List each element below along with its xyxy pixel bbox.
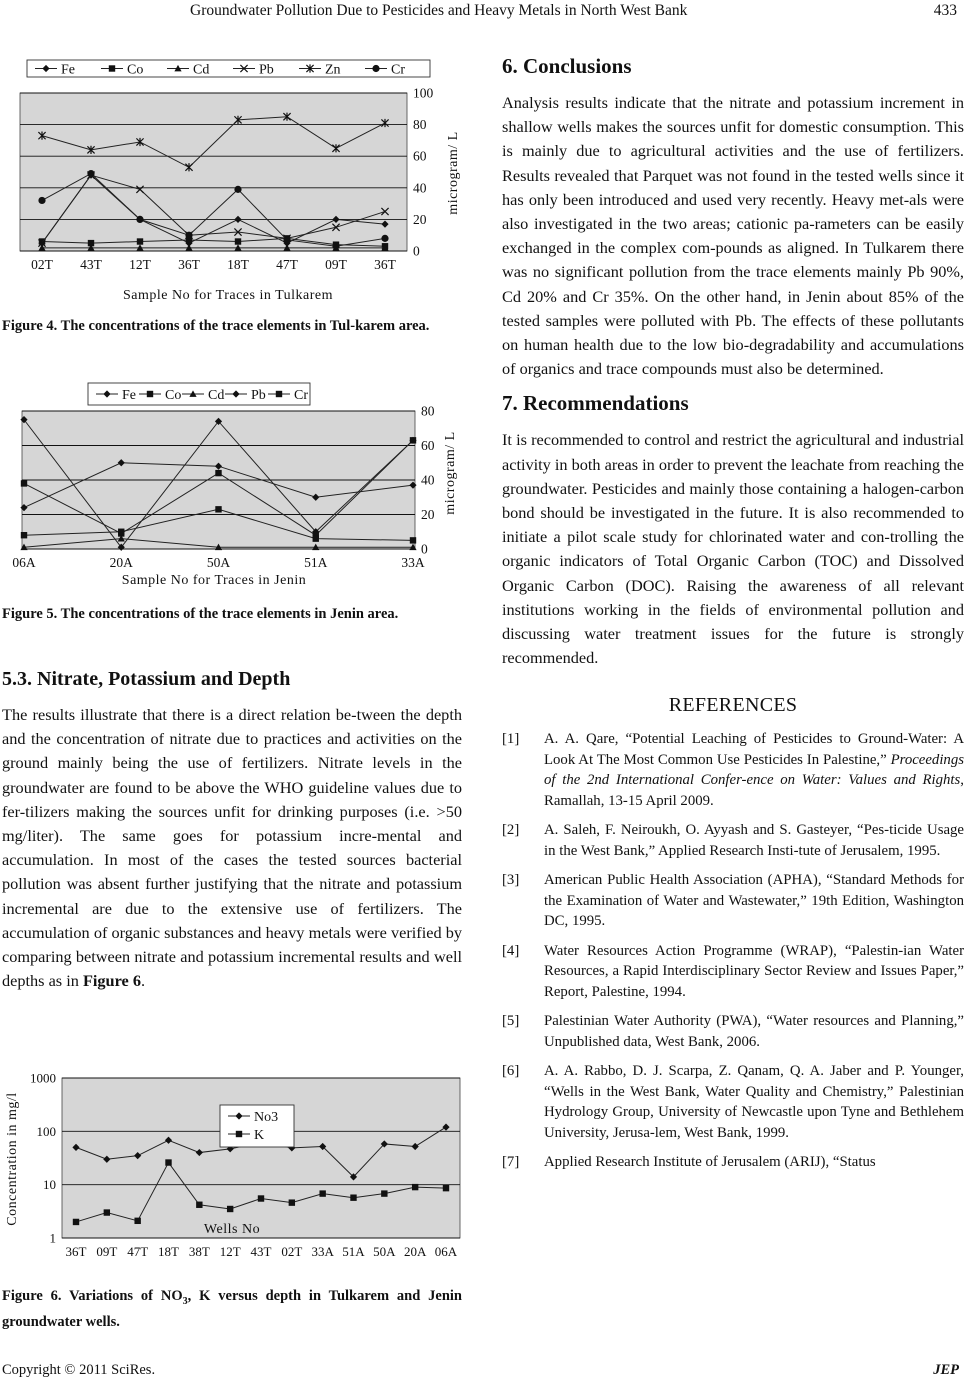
data-point-k — [319, 1190, 325, 1196]
conclusions-heading: 6. Conclusions — [502, 54, 632, 78]
legend-label-cd: Cd — [208, 388, 225, 403]
reference-number: [3] — [502, 872, 520, 889]
reference-item — [502, 1061, 964, 1143]
reference-number: [7] — [502, 1154, 520, 1171]
reference-number: [2] — [502, 822, 520, 839]
data-point-co — [410, 437, 416, 443]
data-point-k — [227, 1206, 233, 1212]
legend-label-co: Co — [127, 62, 144, 78]
data-point-cr — [410, 537, 416, 543]
reference-text: A. A. Rabbo, D. J. Scarpa, Z. Qanam, Q. A. Jaber and P. Younger, “Wells in the West Bank, Water Quality and Chemistry,” Palestinian Hydrology Group, University of Newcastle upon Tyne and Bethlehem University, Jerusa-lem, West Bank, 1999. — [544, 1063, 964, 1141]
reference-item — [502, 820, 964, 861]
x-axis-label: Wells No — [203, 1222, 261, 1237]
legend-label-no3: No3 — [254, 1110, 279, 1125]
legend-label-co: Co — [165, 388, 182, 403]
x-tick-label: 51A — [342, 1244, 365, 1259]
x-tick-label: 12T — [129, 257, 151, 272]
section-5-3 — [2, 668, 462, 993]
data-point-cr — [234, 186, 241, 193]
data-point-k — [258, 1195, 264, 1201]
legend-marker-cr — [276, 391, 282, 397]
x-tick-label: 20A — [109, 555, 133, 570]
x-tick-label: 43T — [80, 257, 102, 272]
data-point-k — [350, 1194, 356, 1200]
reference-text: American Public Health Association (APHA), “Standard Methods for the Examination of Water and Wastewater,” 19th Edition, Washington DC, 1995. — [544, 872, 964, 930]
reference-item — [502, 1152, 964, 1173]
data-point-co — [21, 480, 27, 486]
y-axis-label: microgram/ L — [443, 431, 458, 515]
y-tick-label: 10 — [43, 1177, 56, 1193]
right-column — [502, 54, 964, 1182]
x-tick-label: 33A — [401, 555, 425, 570]
legend-label-zn: Zn — [325, 62, 341, 78]
reference-text: Palestinian Water Authority (PWA), “Water resources and Planning,” Unpublished data, West Bank, 2006. — [544, 1013, 964, 1050]
data-point-cr — [313, 535, 319, 541]
x-tick-label: 02T — [281, 1244, 303, 1259]
legend-label-cr: Cr — [294, 388, 308, 403]
legend-label-k: K — [254, 1128, 265, 1143]
x-tick-label: 51A — [304, 555, 328, 570]
data-point-cr — [21, 532, 27, 538]
x-tick-label: 50A — [206, 555, 231, 570]
data-point-cr — [38, 197, 45, 204]
data-point-cr — [332, 243, 339, 250]
x-axis-label: Sample No for Traces in Jenin — [121, 573, 307, 588]
x-tick-label: 20A — [403, 1244, 427, 1259]
x-tick-label: 18T — [158, 1244, 179, 1259]
y-tick-label: 60 — [413, 148, 427, 164]
reference-text: Water Resources Action Programme (WRAP), “Palestin-ian Water Resources, a Rapid Interdisciplinary Sector Review and Issues Paper,” Report, Palestine, 1994. — [544, 942, 964, 1000]
data-point-co — [137, 238, 143, 244]
data-point-cr — [283, 236, 290, 243]
y-tick-label: 40 — [413, 180, 427, 196]
reference-item — [502, 729, 964, 811]
y-tick-label: 100 — [36, 1123, 56, 1139]
y-tick-label: 60 — [421, 438, 435, 453]
reference-number: [4] — [502, 942, 520, 959]
data-point-cr — [118, 529, 124, 535]
x-tick-label: 02T — [31, 257, 53, 272]
reference-text: Applied Research Institute of Jerusalem (ARIJ), “Status — [544, 1154, 876, 1171]
y-tick-label: 20 — [413, 211, 427, 227]
caption-part-a: Figure 6. Variations of NO — [2, 1288, 183, 1304]
figure-reference: Figure 6 — [82, 971, 141, 991]
x-tick-label: 38T — [188, 1244, 210, 1259]
y-axis-label: microgram/ L — [446, 131, 461, 215]
figure-6-chart — [2, 1062, 462, 1272]
y-tick-label: 20 — [421, 507, 435, 522]
legend-label-cr: Cr — [391, 62, 405, 78]
x-tick-label: 50A — [373, 1244, 396, 1259]
x-tick-label: 12T — [219, 1244, 241, 1259]
x-tick-label: 06A — [434, 1244, 458, 1259]
x-tick-label: 09T — [325, 257, 347, 272]
data-point-k — [73, 1219, 79, 1225]
reference-item — [502, 870, 964, 932]
paragraph-end: . — [141, 971, 146, 991]
running-header — [0, 0, 967, 30]
data-point-k — [443, 1185, 449, 1191]
y-tick-label: 100 — [413, 85, 434, 101]
recommendations-text: It is recommended to control and restrict the agricultural and industrial activity in both areas in order to prevent the leachate from reaching the groundwater. Pesticides and mainly those containing a halogen-carbon bond should be investigated in the future. It is also recommended to initiate a pilot scale study for chlorinated water and con-trolling the organic indicators of Total Organic Carbon (TOC) and Dissolved Organic Carbon (DOC). Raising the awareness of all relevant institutions working in the fields of environmental pollution and discussing water treatment issues for the future is strongly recommended. — [502, 430, 965, 668]
x-tick-label: 09T — [96, 1244, 118, 1259]
x-tick-label: 06A — [12, 555, 36, 570]
data-point-k — [134, 1218, 140, 1224]
x-tick-label: 43T — [250, 1244, 272, 1259]
figure-4-caption: Figure 4. The concentrations of the trace elements in Tul-karem area. — [2, 318, 430, 334]
figure-4-chart — [2, 55, 462, 305]
legend-label-pb: Pb — [251, 388, 266, 403]
reference-item — [502, 1011, 964, 1052]
references-heading: REFERENCES — [668, 694, 798, 717]
legend-marker-cr — [372, 65, 379, 72]
x-tick-label: 47T — [276, 257, 298, 272]
figure-5-caption: Figure 5. The concentrations of the trace elements in Jenin area. — [2, 606, 399, 622]
data-point-cr — [136, 216, 143, 223]
reference-italic: Proceedings of the 2nd International Confer-ence on Water: Values and Rights — [544, 751, 964, 789]
y-tick-label: 80 — [421, 403, 435, 419]
section-heading: 5.3. Nitrate, Potassium and Depth — [2, 668, 291, 690]
figure-6-caption — [2, 1286, 462, 1332]
data-point-k — [104, 1209, 110, 1215]
running-title: Groundwater Pollution Due to Pesticides and Heavy Metals in North West Bank — [190, 2, 688, 19]
page-number: 433 — [933, 2, 957, 19]
reference-number: [1] — [502, 731, 520, 748]
data-point-cr — [87, 170, 94, 177]
y-axis-label: Concentration in mg/l — [5, 1092, 20, 1226]
paragraph-text: The results illustrate that there is a direct relation be-tween the depth and the concentration of nitrate due to practices and activities on the ground mainly being the use of fertilizers. Nitrate levels in the groundwater are found to be above the WHO guideline values due to fer-tilizers making the sources unfit for drinking purposes (i.e. >50 mg/liter). The same goes for potassium incre-mental and accumulation. In most of the cases the tested sources bacterial pollution was absent further justifying that the nitrate and potassium incremental are due to the extensive use of fertilizers. The accumulation of organic substances and heavy metals were verified by comparing between nitrate and potassium incremental results and well depths as in — [2, 705, 462, 991]
reference-text-end: , Ramallah, 13-15 April 2009. — [544, 772, 964, 809]
legend-marker-co — [147, 391, 153, 397]
legend-label-fe: Fe — [122, 388, 136, 403]
recommendations-heading: 7. Recommendations — [502, 391, 689, 416]
legend-label-cd: Cd — [193, 62, 210, 78]
y-tick-label: 0 — [421, 541, 428, 557]
data-point-k — [165, 1159, 171, 1165]
y-tick-label: 0 — [413, 243, 420, 259]
plot-area — [20, 93, 407, 251]
legend-label-fe: Fe — [61, 62, 75, 78]
x-tick-label: 36T — [374, 257, 396, 272]
x-tick-label: 33A — [311, 1244, 334, 1259]
data-point-k — [289, 1199, 295, 1205]
reference-item — [502, 941, 964, 1003]
data-point-k — [412, 1184, 418, 1190]
figure-5-chart — [2, 378, 462, 588]
data-point-co — [215, 470, 221, 476]
legend-label-pb: Pb — [259, 62, 274, 78]
y-tick-label: 80 — [413, 117, 427, 133]
section-paragraph — [2, 703, 462, 993]
x-tick-label: 36T — [178, 257, 200, 272]
legend-marker-k — [236, 1131, 242, 1137]
journal-abbrev: JEP — [933, 1362, 959, 1378]
x-axis-label: Sample No for Traces in Tulkarem — [122, 288, 334, 303]
legend-marker-co — [109, 65, 115, 71]
data-point-k — [196, 1202, 202, 1208]
reference-text: A. A. Qare, “Potential Leaching of Pesticides to Ground-Water: A Look At The Most Common Use Pesticides In Palestine,” — [544, 731, 964, 768]
y-tick-label: 40 — [421, 472, 435, 488]
data-point-cr — [185, 232, 192, 239]
y-tick-label: 1 — [49, 1230, 56, 1246]
copyright: Copyright © 2011 SciRes. — [2, 1362, 156, 1378]
data-point-co — [235, 238, 241, 244]
x-tick-label: 36T — [65, 1244, 87, 1259]
conclusions-text: Analysis results indicate that the nitrate and potassium increment in shallow wells makes the sources unfit for domestic consumption. This is mainly due to agricultural activities and the use of fertilizers. Results revealed that Parquet was not found in the tested wells since it has only been introduced and used very recently. Heavy met-als were also investigated in the two areas; cationic pa-rameters can be easily exchanged in the complex com-pounds as aligned. In Tulkarem there was no significant pollution from the trace elements mainly Pb 90%, Cd 20% and Cr 35%. On the other hand, in Jenin about 85% of the tested samples were polluted with Pb. The effects of these pollutants on human health due to the low bio-degradability and accumulations of organics and trace compounds must also be determined. — [502, 93, 964, 379]
data-point-cr — [215, 506, 221, 512]
reference-text: A. Saleh, F. Neiroukh, O. Ayyash and S. Gasteyer, “Pes-ticide Usage in the West Bank,” Applied Research Insti-tute of Jerusalem, 1995. — [544, 822, 964, 859]
data-point-cr — [381, 235, 388, 242]
reference-number: [5] — [502, 1013, 520, 1030]
caption-part-b: , K versus depth in Tulkarem and Jenin groundwater wells. — [2, 1288, 462, 1330]
data-point-k — [381, 1190, 387, 1196]
reference-list — [502, 729, 964, 1173]
x-tick-label: 18T — [227, 257, 249, 272]
x-tick-label: 47T — [127, 1244, 149, 1259]
reference-number: [6] — [502, 1063, 520, 1080]
y-tick-label: 1000 — [30, 1070, 56, 1086]
caption-subscript: 3 — [182, 1295, 188, 1307]
